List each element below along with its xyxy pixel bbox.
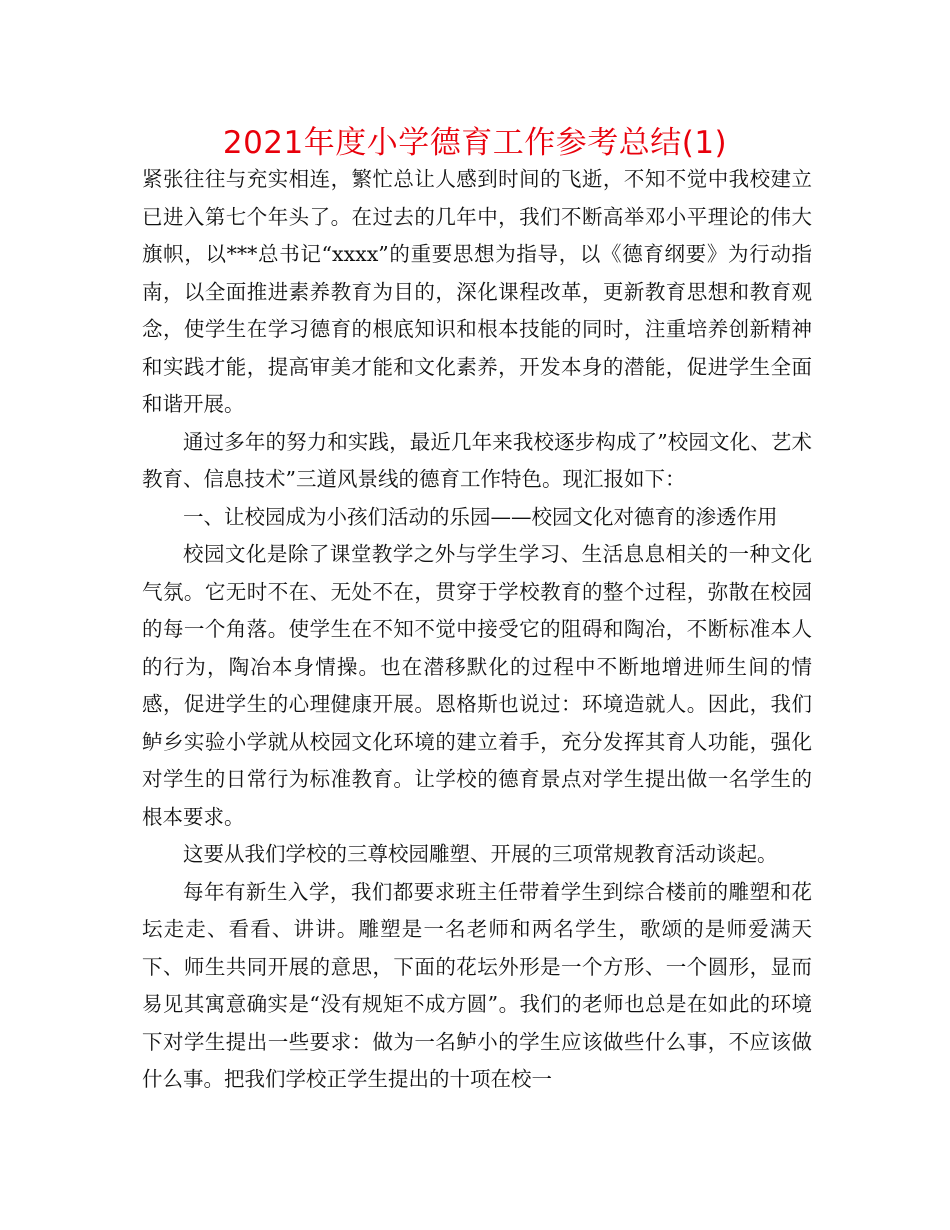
document-body: [142, 161, 812, 1099]
section-heading-1: 一、让校园成为小孩们活动的乐园——校园文化对德育的渗透作用: [183, 504, 778, 529]
document-title: 2021年度小学德育工作参考总结(1): [222, 125, 728, 161]
paragraph-campus-culture: 校园文化是除了课堂教学之外与学生学习、生活息息相关的一种文化气氛。它无时不在、无处不在，贯穿于学校教育的整个过程，弥散在校园的每一个角落。使学生在不知不觉中接受它的阻碍和陶冶，不断标准本人的行为，陶冶本身情操。也在潜移默化的过程中不断地增进师生间的情感，促进学生的心理健康开展。恩格斯也说过：环境造就人。因此，我们鲈乡实验小学就从校园文化环境的建立着手，充分发挥其育人功能，强化对学生的日常行为标准教育。让学校的德育景点对学生提出做一名学生的根本要求。: [142, 542, 812, 829]
paragraph-new-students: 每年有新生入学，我们都要求班主任带着学生到综合楼前的雕塑和花坛走走、看看、讲讲。雕塑是一名老师和两名学生，歌颂的是师爱满天下、师生共同开展的意思，下面的花坛外形是一个方形、一个圆形，显而易见其寓意确实是“没有规矩不成方圆”。我们的老师也总是在如此的环境下对学生提出一些要求：做为一名鲈小的学生应该做些什么事，不应该做什么事。把我们学校正学生提出的十项在校一: [142, 879, 812, 1091]
paragraph-summary: 通过多年的努力和实践，最近几年来我校逐步构成了”校园文化、艺术教育、信息技术”三道风景线的德育工作特色。现汇报如下：: [142, 429, 812, 491]
paragraph-intro: 紧张往往与充实相连，繁忙总让人感到时间的飞逝，不知不觉中我校建立已进入第七个年头了。在过去的几年中，我们不断高举邓小平理论的伟大旗帜，以***总书记“xxxx”的重要思想为指导，以《德育纲要》为行动指南，以全面推进素养教育为目的，深化课程改革，更新教育思想和教育观念，使学生在学习德育的根底知识和根本技能的同时，注重培养创新精神和实践才能，提高审美才能和文化素养，开发本身的潜能，促进学生全面和谐开展。: [142, 167, 812, 416]
paragraph-sculptures: 这要从我们学校的三尊校园雕塑、开展的三项常规教育活动谈起。: [183, 842, 778, 866]
